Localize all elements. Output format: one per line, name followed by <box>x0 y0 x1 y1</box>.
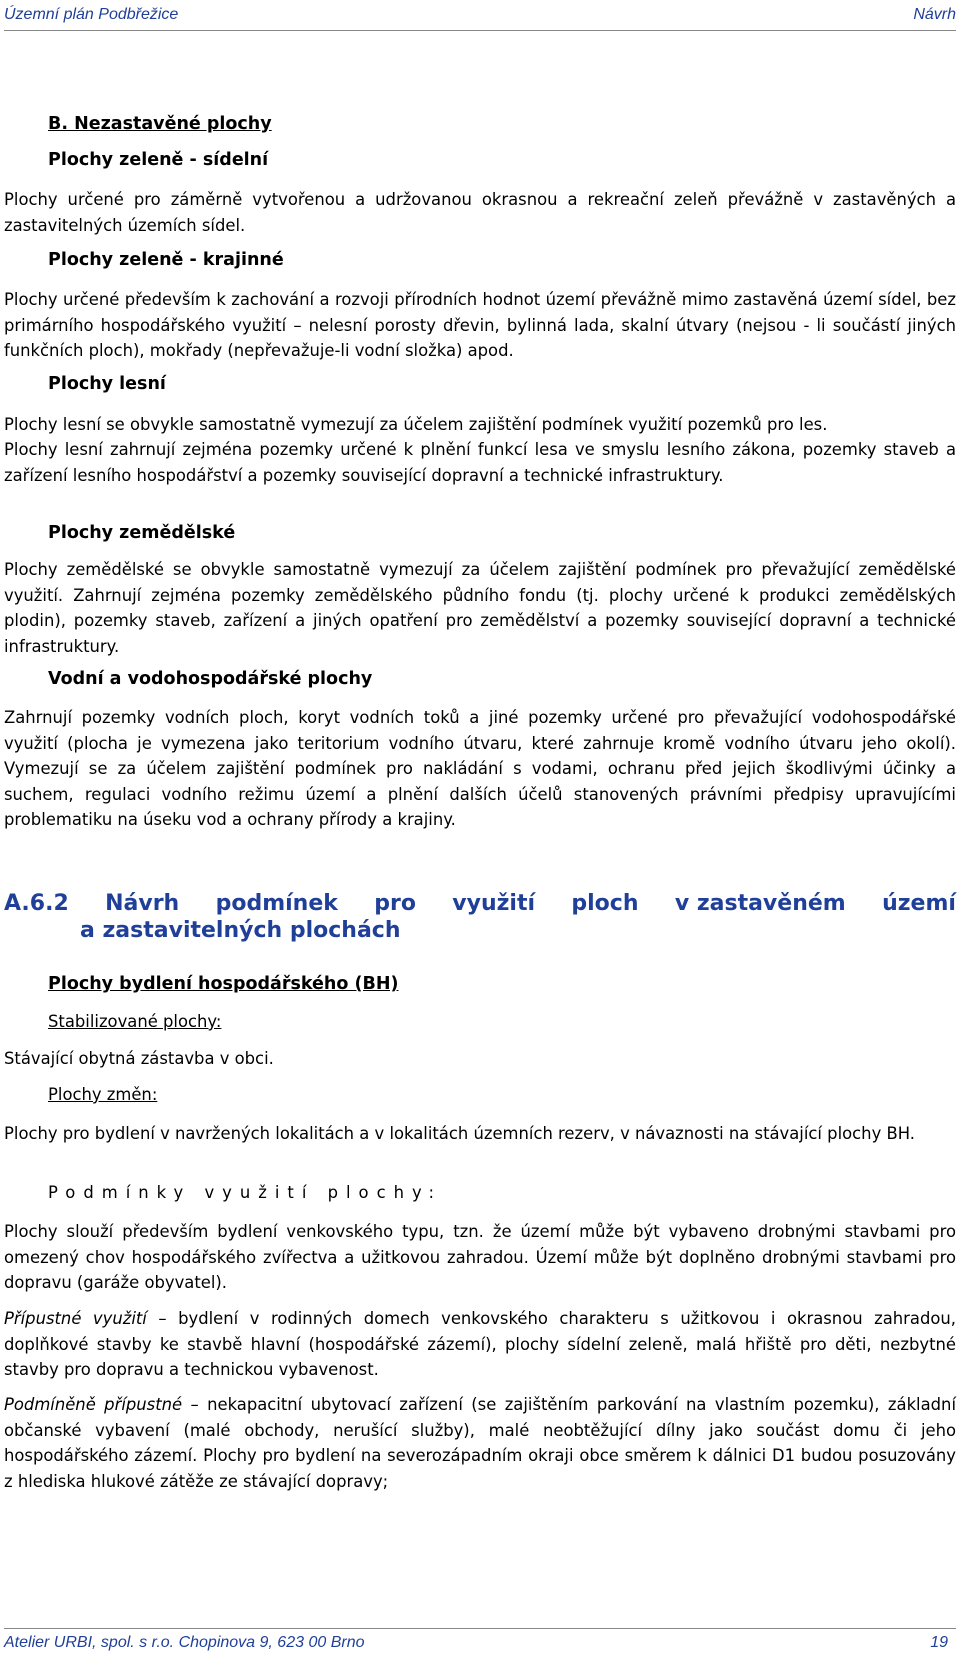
header-divider <box>4 30 956 31</box>
zelen-sidelni-heading: Plochy zeleně - sídelní <box>48 150 269 170</box>
pripustne-label: Přípustné využití <box>4 1309 147 1328</box>
zelen-sidelni-text: Plochy určené pro záměrně vytvořenou a udržovanou okrasnou a rekreační zeleň převážně v zastavěných a zastavitelných územích sídel. <box>4 190 956 235</box>
vodni-heading: Vodní a vodohospodářské plochy <box>48 669 373 689</box>
header-status: Návrh <box>913 6 956 23</box>
lesni-text-2: Plochy lesní zahrnují zejména pozemky určené k plnění funkcí lesa ve smyslu lesního zákona, pozemky staveb a zařízení lesního hospodářství a pozemky související dopravní a technické infrastruktury. <box>4 440 956 485</box>
podminky-text: Plochy slouží především bydlení venkovského typu, tzn. že území může být vybaveno drobnými stavbami pro omezený chov hospodářského zvířectva a užitkovou zahradou. Území může být doplněno drobnými stavbami pro dopravu (garáže obyvatel). <box>4 1222 956 1292</box>
zmen-label: Plochy změn: <box>48 1085 158 1104</box>
a62-word-6: v zastavěném <box>674 891 846 916</box>
lesni-text-1: Plochy lesní se obvykle samostatně vymezují za účelem zajištění podmínek využití pozemků pro les. <box>4 415 828 434</box>
podminene-text: – nekapacitní ubytovací zařízení (se zajištěním parkování na vlastním pozemku), základní občanské vybavení (malé obchody, nerušící služby), malé neobtěžující dílny jako součást domu či jeho hospodářského zázemí. Plochy pro bydlení na severozápadním okraji obce směrem k dálnici D1 budou posuzovány z hlediska hlukové zátěže ze stávající dopravy; <box>4 1395 957 1491</box>
podminene-label: Podmíněně přípustné <box>4 1395 183 1414</box>
podminene-paragraph <box>4 1392 956 1494</box>
zelen-krajinne-heading: Plochy zeleně - krajinné <box>48 250 284 270</box>
a62-word-4: využití <box>452 891 536 916</box>
page-footer <box>4 1634 956 1652</box>
a62-word-3: pro <box>374 891 416 916</box>
vodni-text: Zahrnují pozemky vodních ploch, koryt vodních toků a jiné pozemky určené pro převažující vodohospodářské využití (plocha je vymezena jako teritorium vodního útvaru, které zahrnuje kromě vodního útvaru jeho okolí). Vymezují se za účelem zajištění podmínek pro nakládání s vodami, ochranu před jejich škodlivými účinky a suchem, regulaci vodního režimu území a plnění dalších účelů stanovených právními předpisy upravujícími problematiku na úseku vod a ochrany přírody a krajiny. <box>4 708 956 829</box>
a62-heading-line-2: a zastavitelných plochách <box>80 918 401 943</box>
pripustne-text: – bydlení v rodinných domech venkovského charakteru s užitkovou i okrasnou zahradou, doplňkové stavby ke stavbě hlavní (hospodářské zázemí), plochy sídelní zeleně, malá hřiště pro děti, nezbytné stavby pro dopravu a technickou vybavenost. <box>4 1309 956 1379</box>
a62-word-5: ploch <box>571 891 639 916</box>
a62-word-7: území <box>882 891 956 916</box>
section-a62-heading <box>4 891 956 943</box>
a62-number: A.6.2 <box>4 891 69 916</box>
zmen-text: Plochy pro bydlení v navržených lokalitách a v lokalitách územních rezerv, v návaznosti na stávající plochy BH. <box>4 1124 915 1143</box>
zemedelske-heading: Plochy zemědělské <box>48 523 236 543</box>
pripustne-paragraph <box>4 1306 956 1383</box>
lesni-heading: Plochy lesní <box>48 374 166 394</box>
a62-word-1: Návrh <box>105 891 180 916</box>
podminky-label: Podmínky využití plochy: <box>48 1183 443 1202</box>
header-title: Územní plán Podbřežice <box>4 6 179 23</box>
a62-word-2: podmínek <box>215 891 338 916</box>
section-b-heading: B. Nezastavěné plochy <box>48 114 272 134</box>
bh-heading: Plochy bydlení hospodářského (BH) <box>48 974 399 994</box>
footer-divider <box>4 1628 956 1629</box>
footer-address: Atelier URBI, spol. s r.o. Chopinova 9, 623 00 Brno <box>4 1634 365 1651</box>
stabilizovane-label: Stabilizované plochy: <box>48 1012 222 1031</box>
page-header <box>4 4 956 28</box>
page-number: 19 <box>930 1634 948 1651</box>
stabilizovane-text: Stávající obytná zástavba v obci. <box>4 1049 274 1068</box>
zelen-krajinne-text: Plochy určené především k zachování a rozvoji přírodních hodnot území převážně mimo zastavěná území sídel, bez primárního hospodářského využití – nelesní porosty dřevin, bylinná lada, skalní útvary (nejsou - li součástí jiných funkčních ploch), mokřady (nepřevažuje-li vodní složka) apod. <box>4 290 956 360</box>
zemedelske-text: Plochy zemědělské se obvykle samostatně vymezují za účelem zajištění podmínek pro převažující zemědělské využití. Zahrnují zejména pozemky zemědělského půdního fondu (tj. plochy určené k produkci zemědělských plodin), pozemky staveb, zařízení a jiných opatření pro zemědělství a pozemky související dopravní a technické infrastruktury. <box>4 560 956 656</box>
